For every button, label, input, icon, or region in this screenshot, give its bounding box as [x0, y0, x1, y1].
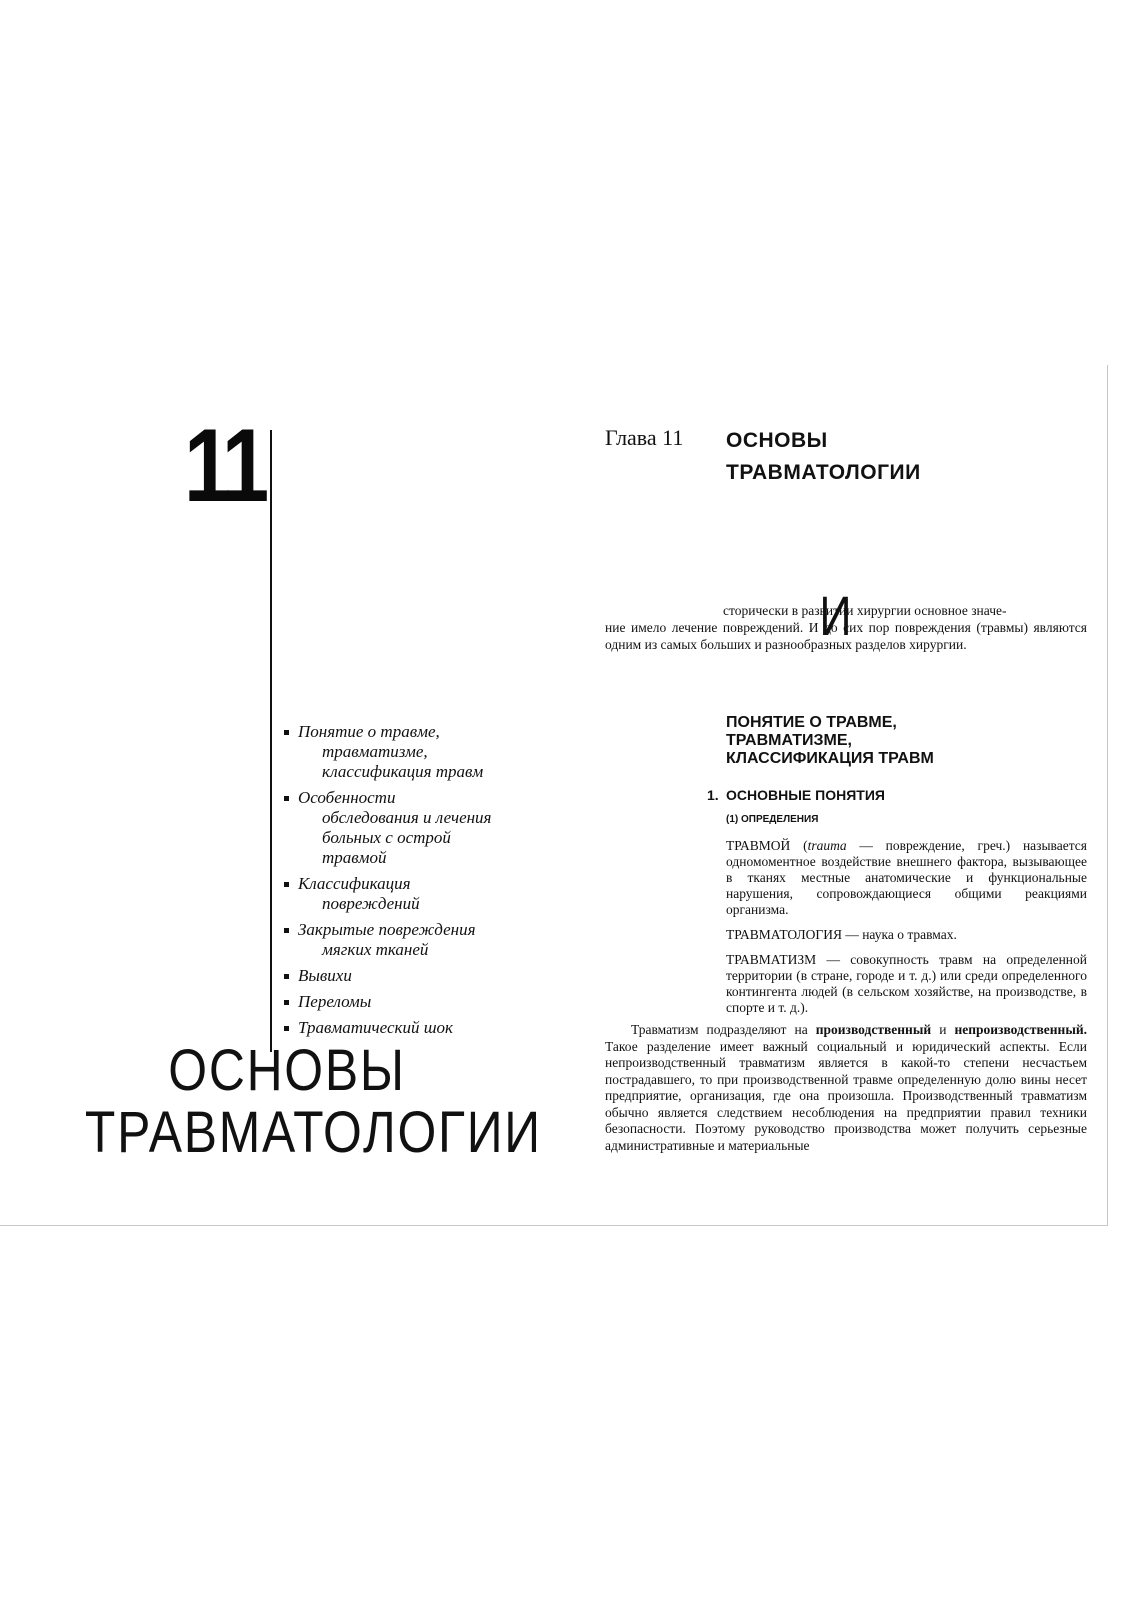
- chapter-title: [726, 425, 921, 489]
- topic-continuation-line: травмой: [322, 848, 387, 867]
- topic-continuation-line: травматизме,: [322, 742, 428, 761]
- definitions-block: [726, 838, 1087, 1025]
- big-title-line: ТРАВМАТОЛОГИИ: [84, 1100, 542, 1165]
- section-heading-line: ТРАВМАТИЗМЕ,: [726, 732, 852, 749]
- definition-traumatism: ТРАВМАТИЗМ — совокупность травм на определенной территории (в стране, городе и т. д.) или среди определенного контингента людей (в сельском хозяйстве, на производстве, в спорте и т. д.).: [726, 952, 1087, 1015]
- intro-rest: ние имело лечение повреждений. И до сих пор повреждения (травмы) являются одним из самых больших и разнообразных разделов хирургии.: [605, 620, 1087, 652]
- topic-item: [284, 788, 544, 868]
- big-title-line: ОСНОВЫ: [168, 1038, 406, 1103]
- topic-item: [284, 992, 544, 1012]
- topic-lead-line: Понятие о травме,: [298, 722, 440, 741]
- body-text-part: Травматизм подразделяют на: [631, 1022, 808, 1037]
- square-bullet-icon: [284, 974, 289, 979]
- definition-trauma: ТРАВМОЙ (trauma — повреждение, греч.) называется одномоментное воздействие внешнего фактора, вызывающее в тканях местные анатомические и функциональные нарушения, сопровождающиеся общими реакциями организма.: [726, 838, 1088, 917]
- subsection-title: ОСНОВНЫЕ ПОНЯТИЯ: [726, 787, 885, 803]
- topic-lead-line: Особенности: [298, 788, 396, 807]
- topic-lead-line: Классификация: [298, 874, 411, 893]
- topic-item: [284, 1018, 544, 1038]
- square-bullet-icon: [284, 796, 289, 801]
- chapter-big-title: [52, 1038, 542, 1165]
- section-heading-line: КЛАССИФИКАЦИЯ ТРАВМ: [726, 750, 934, 767]
- definition-trauma-text: — повреждение, греч.) называется одномоментное воздействие внешнего фактора, вызывающее в тканях местные анатомические и функциональные нарушения, сопровождающиеся общими реакциями организма.: [726, 838, 1088, 917]
- section-heading: [726, 714, 1026, 768]
- definition-traumatology: ТРАВМАТОЛОГИЯ — наука о травмах.: [726, 927, 957, 942]
- chapter-title-line: ТРАВМАТОЛОГИИ: [726, 461, 921, 484]
- body-text-part: Такое разделение имеет важный социальный и юридический аспекты. Если непроизводственный травматизм является в какой-то степени несчастьем пострадавшего, то при производственной травме определенную долю вины несет предприятие, организация, где она произошла. Производственный травматизм обычно является следствием несоблюдения на предприятии правил техники безопасности. Поэтому руководство производства может получить серьезные административные и материальные: [605, 1038, 1087, 1153]
- section-heading-line: ПОНЯТИЕ О ТРАВМЕ,: [726, 714, 897, 731]
- body-paragraph: [605, 1022, 1087, 1154]
- chapter-divider-rule: [270, 430, 272, 1052]
- topic-continuation-line: классификация травм: [322, 762, 484, 781]
- topic-item: [284, 874, 544, 914]
- drop-cap: И: [819, 584, 852, 647]
- topic-lead-line: Вывихи: [298, 966, 352, 985]
- square-bullet-icon: [284, 1000, 289, 1005]
- subsubsection-heading: (1) ОПРЕДЕЛЕНИЯ: [726, 814, 819, 825]
- topic-continuation-line: повреждений: [322, 894, 420, 913]
- body-text-part: и: [939, 1022, 947, 1037]
- subsection-heading: [707, 786, 885, 804]
- intro-first-line: сторически в развитии хирургии основное значе-: [723, 603, 1007, 618]
- topic-continuation-line: мягких тканей: [322, 940, 429, 959]
- square-bullet-icon: [284, 1026, 289, 1031]
- topic-continuation-line: обследования и лечения: [322, 808, 492, 827]
- topic-item: [284, 722, 544, 782]
- chapter-topics-list: [284, 722, 544, 1044]
- topic-continuation-line: больных с острой: [322, 828, 451, 847]
- topic-lead-line: Травматический шок: [298, 1018, 454, 1037]
- subsection-number: 1.: [707, 787, 719, 803]
- body-bold-term: производственный: [815, 1022, 932, 1037]
- topic-item: [284, 920, 544, 960]
- topic-lead-line: Переломы: [298, 992, 372, 1011]
- square-bullet-icon: [284, 882, 289, 887]
- square-bullet-icon: [284, 928, 289, 933]
- term-trauma: ТРАВМОЙ: [726, 838, 791, 853]
- intro-paragraph: [605, 584, 1087, 653]
- chapter-label: Глава 11: [605, 425, 684, 450]
- topic-item: [284, 966, 544, 986]
- square-bullet-icon: [284, 730, 289, 735]
- chapter-number: 11: [184, 408, 265, 524]
- topic-lead-line: Закрытые повреждения: [298, 920, 476, 939]
- body-bold-term: непроизводственный.: [954, 1022, 1088, 1037]
- term-trauma-latin: trauma: [807, 838, 847, 853]
- chapter-title-line: ОСНОВЫ: [726, 429, 828, 452]
